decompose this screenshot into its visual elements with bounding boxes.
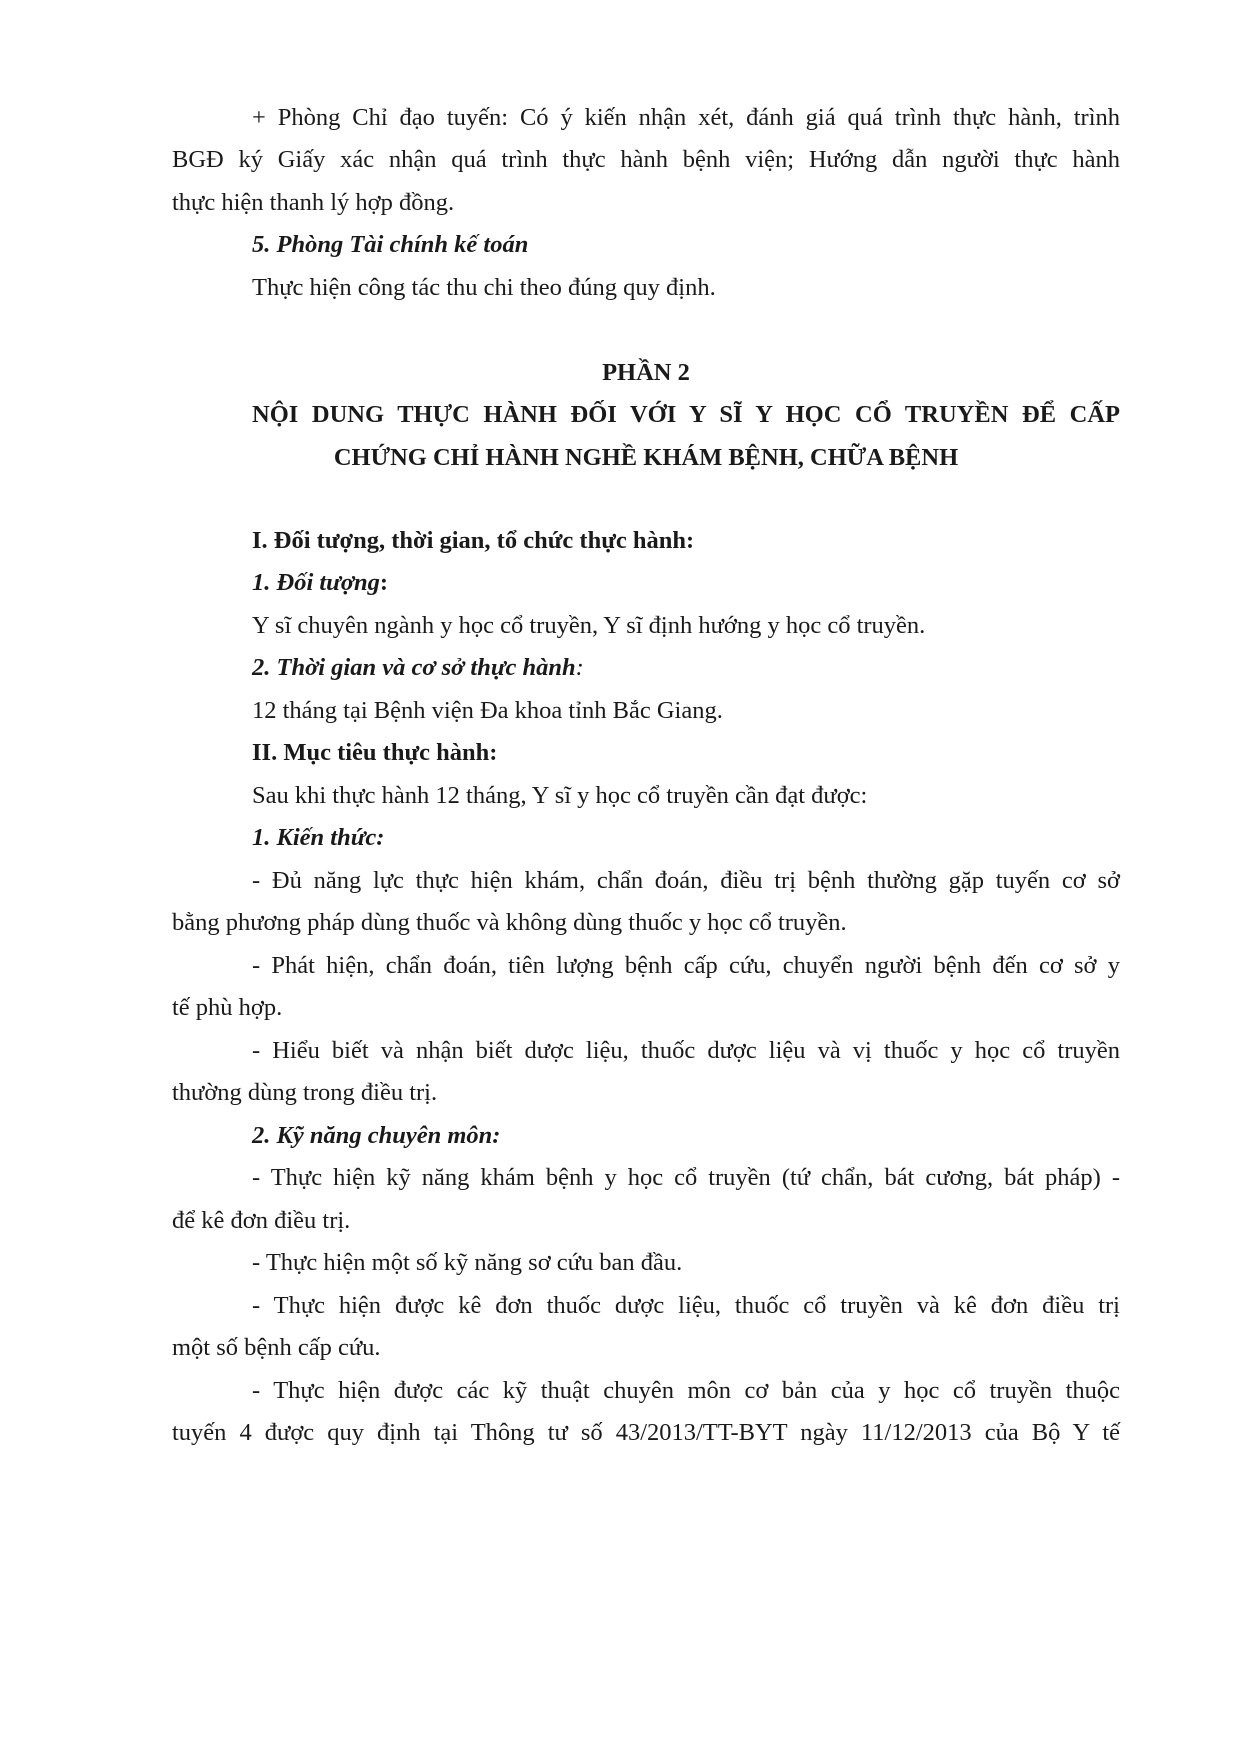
list-item-line: để kê đơn điều trị. bbox=[172, 1207, 351, 1234]
subheading-text: 2. Thời gian và cơ sở thực hành bbox=[252, 654, 576, 681]
paragraph-line: thực hiện thanh lý hợp đồng. bbox=[172, 189, 455, 216]
list-item-line: tuyến 4 được quy định tại Thông tư số 43/2013/TT-BYT ngày 11/12/2013 của Bộ Y tế bbox=[172, 1419, 1120, 1446]
list-item-line: - Thực hiện một số kỹ năng sơ cứu ban đầu. bbox=[252, 1249, 683, 1276]
list-item-line: một số bệnh cấp cứu. bbox=[172, 1334, 381, 1361]
list-item-line: - Đủ năng lực thực hiện khám, chẩn đoán, điều trị bệnh thường gặp tuyến cơ sở bbox=[252, 867, 1120, 894]
list-item-line: bằng phương pháp dùng thuốc và không dùng thuốc y học cổ truyền. bbox=[172, 909, 847, 936]
part-subtitle-line2: CHỨNG CHỈ HÀNH NGHỀ KHÁM BỆNH, CHỮA BỆNH bbox=[333, 444, 959, 471]
part-title: PHẦN 2 bbox=[602, 359, 690, 386]
subheading-text: 1. Đối tượng bbox=[252, 569, 380, 596]
subheading-colon: : bbox=[575, 654, 584, 681]
list-item-line: - Thực hiện kỹ năng khám bệnh y học cổ truyền (tứ chẩn, bát cương, bát pháp) - bbox=[252, 1164, 1120, 1191]
section-5-heading: 5. Phòng Tài chính kế toán bbox=[252, 231, 529, 258]
paragraph-line: 12 tháng tại Bệnh viện Đa khoa tỉnh Bắc Giang. bbox=[252, 697, 723, 724]
section-I-heading: I. Đối tượng, thời gian, tổ chức thực hành: bbox=[252, 527, 695, 554]
list-item-line: - Thực hiện được kê đơn thuốc dược liệu, thuốc cổ truyền và kê đơn điều trị bbox=[252, 1292, 1120, 1319]
subheading-kien-thuc: 1. Kiến thức: bbox=[252, 824, 385, 851]
subheading-thoi-gian bbox=[252, 645, 1120, 691]
list-item-line: - Thực hiện được các kỹ thuật chuyên môn cơ bản của y học cổ truyền thuộc bbox=[252, 1377, 1120, 1404]
subheading-colon: : bbox=[379, 569, 389, 596]
paragraph-line: BGĐ ký Giấy xác nhận quá trình thực hành bệnh viện; Hướng dẫn người thực hành bbox=[172, 146, 1120, 173]
section-II-heading: II. Mục tiêu thực hành: bbox=[252, 739, 498, 766]
part-subtitle-line1: NỘI DUNG THỰC HÀNH ĐỐI VỚI Y SĨ Y HỌC CỔ TRUYỀN ĐỂ CẤP bbox=[252, 401, 1120, 428]
paragraph-line: Thực hiện công tác thu chi theo đúng quy định. bbox=[252, 274, 716, 301]
subheading-ky-nang: 2. Kỹ năng chuyên môn: bbox=[252, 1122, 501, 1149]
subheading-doi-tuong bbox=[252, 560, 1120, 606]
list-item-line: - Phát hiện, chẩn đoán, tiên lượng bệnh cấp cứu, chuyển người bệnh đến cơ sở y bbox=[252, 952, 1120, 979]
paragraph-line: + Phòng Chỉ đạo tuyến: Có ý kiến nhận xét, đánh giá quá trình thực hành, trình bbox=[252, 104, 1120, 131]
list-item-line: thường dùng trong điều trị. bbox=[172, 1079, 438, 1106]
paragraph-line: Sau khi thực hành 12 tháng, Y sĩ y học cổ truyền cần đạt được: bbox=[252, 782, 868, 809]
list-item-line: - Hiểu biết và nhận biết dược liệu, thuốc dược liệu và vị thuốc y học cổ truyền bbox=[252, 1037, 1120, 1064]
list-item-line: tế phù hợp. bbox=[172, 994, 283, 1021]
paragraph-line: Y sĩ chuyên ngành y học cổ truyền, Y sĩ định hướng y học cổ truyền. bbox=[252, 612, 926, 639]
